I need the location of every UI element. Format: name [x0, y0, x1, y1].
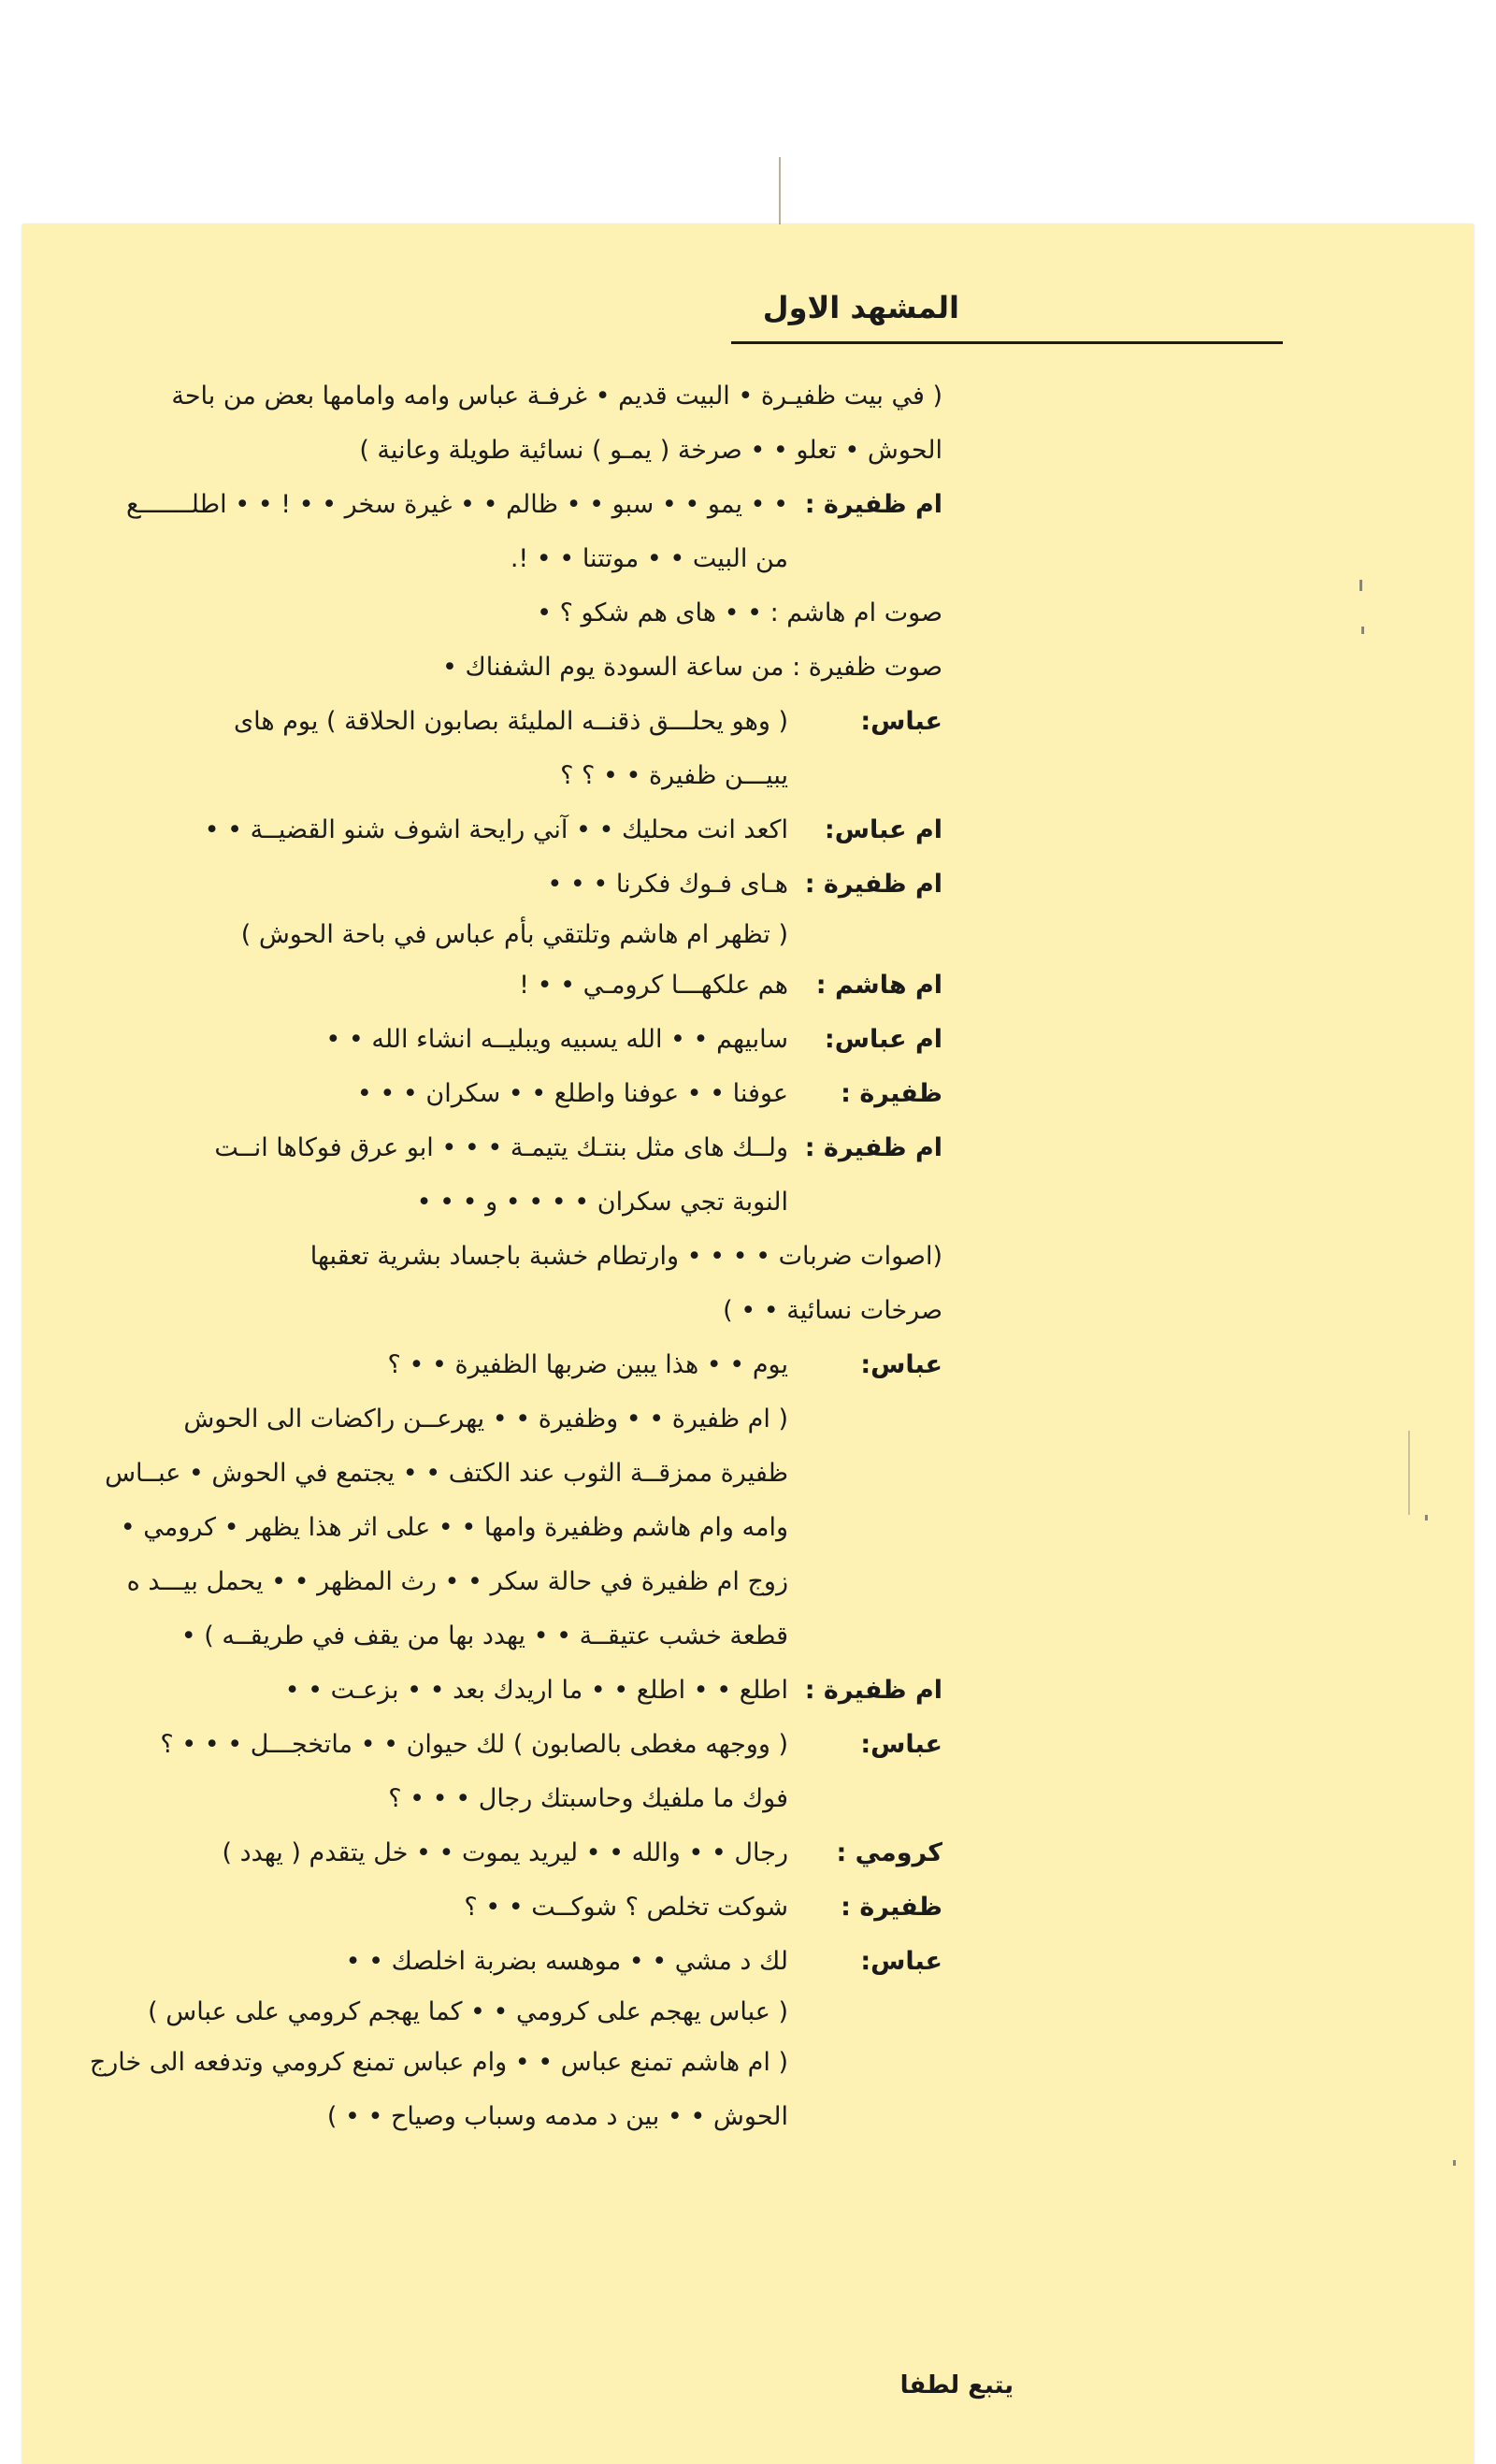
- script-line: [41, 424, 942, 478]
- script-line: [41, 2036, 942, 2090]
- continued-text: ( تظهر ام هاشم وتلتقي بأم عباس في باحة الحوش ): [240, 920, 788, 949]
- script-line: [41, 641, 942, 695]
- dialogue-text: شوكت تخلص ؟ شوكــت • • ؟: [464, 1893, 788, 1922]
- dialogue-text: ولــك هاى مثل بنتـك يتيمـة • • • ابو عرق فوكاها انــت: [214, 1133, 788, 1162]
- dialogue-text: اطلع • • اطلع • • ما اريدك بعد • • بزعـت • •: [284, 1676, 788, 1705]
- continued-text: ( ام هاشم تمنع عباس • • وام عباس تمنع كرومي وتدفعه الى خارج: [89, 2048, 788, 2077]
- script-line: [41, 2090, 942, 2144]
- stage-direction: صوت ام هاشم : • • هاى هم شكو ؟ •: [537, 598, 942, 627]
- paper-crease: [1408, 1431, 1410, 1515]
- continued-text: من البيت • • موتتنا • • !.: [510, 544, 788, 573]
- scene-title: المشهد الاول: [762, 290, 959, 325]
- stage-direction: (اصوات ضربات • • • • وارتطام خشبة باجساد بشرية تعقبها: [309, 1242, 942, 1271]
- dialogue-text: ( ووجهه مغطى بالصابون ) لك حيوان • • ماتخجـــل • • • ؟: [160, 1730, 788, 1759]
- script-line: [41, 369, 942, 424]
- dialogue-text: ( وهو يحلـــق ذقنــه المليئة بصابون الحلاقة ) يوم هاى: [234, 707, 788, 736]
- dialogue-text: عوفنا • • عوفنا واطلع • • سكران • • •: [356, 1079, 788, 1108]
- script-page: [22, 224, 1474, 2464]
- script-line: [41, 1664, 942, 1718]
- speaker-name: ام ظفيرة :: [804, 1676, 942, 1705]
- paper-speck: [1359, 580, 1362, 591]
- speaker-name: ام ظفيرة :: [804, 490, 942, 519]
- continued-text: ظفيرة ممزقــة الثوب عند الكتف • • يجتمع في الحوش • عبــاس: [105, 1459, 788, 1488]
- page-edge-tick: [779, 157, 781, 230]
- script-line: [41, 478, 942, 532]
- continued-text: ( ام ظفيرة • • وظفيرة • • يهرعــن راكضات الى الحوش: [183, 1405, 788, 1434]
- dialogue-text: لك د مشي • • موهسه بضربة اخلصك • •: [345, 1947, 788, 1976]
- continued-text: زوج ام ظفيرة في حالة سكر • • رث المظهر • • يحمل بيـــد ه: [126, 1567, 788, 1596]
- speaker-name: عباس:: [860, 1730, 942, 1759]
- continued-text: وامه وام هاشم وظفيرة وامها • • على اثر هذا يظهر • كرومي •: [120, 1513, 788, 1542]
- speaker-name: عباس:: [860, 1947, 942, 1976]
- stage-direction: الحوش • تعلو • • صرخة ( يمـو ) نسائية طويلة وعانية ): [359, 436, 942, 465]
- script-line: [41, 1121, 942, 1175]
- script-line: [41, 1718, 942, 1772]
- script-line: [41, 1772, 942, 1826]
- continued-text: الحوش • • بين د مدمه وسباب وصياح • • ): [326, 2102, 788, 2131]
- dialogue-text: رجال • • والله • • ليريد يموت • • خل يتقدم ( يهدد ): [222, 1838, 788, 1867]
- script-line: [41, 1609, 942, 1664]
- dialogue-text: هـاى فـوك فكرنا • • •: [547, 870, 788, 899]
- continued-text: قطعة خشب عتيقــة • • يهدد بها من يقف في طريقــه ) •: [180, 1621, 788, 1650]
- script-line: [41, 695, 942, 749]
- title-underline: [731, 341, 1283, 344]
- dialogue-text: هم علكهـــا كرومـي • • !: [519, 971, 788, 1000]
- script-line: [41, 1880, 942, 1935]
- speaker-name: ام عباس:: [824, 815, 942, 844]
- continued-text: يبيـــن ظفيرة • • ؟ ؟: [560, 761, 788, 790]
- speaker-name: عباس:: [860, 1350, 942, 1379]
- continued-text: فوك ما ملفيك وحاسبتك رجال • • • ؟: [388, 1784, 788, 1813]
- script-line: [41, 1447, 942, 1501]
- speaker-name: ام ظفيرة :: [804, 870, 942, 899]
- script-line: [41, 958, 942, 1013]
- dialogue-text: اكعد انت محليك • • آني رايحة اشوف شنو القضيــة • •: [204, 815, 788, 844]
- script-line: [41, 749, 942, 803]
- continued-text: ( عباس يهجم على كرومي • • كما يهجم كرومي على عباس ): [148, 1997, 788, 2026]
- speaker-name: ام ظفيرة :: [804, 1133, 942, 1162]
- script-line: [41, 1013, 942, 1067]
- script-line: [41, 803, 942, 857]
- script-line: [41, 1501, 942, 1555]
- script-line: [41, 1067, 942, 1121]
- script-line: [41, 1230, 942, 1284]
- stage-direction: صرخات نسائية • • ): [723, 1296, 942, 1325]
- script-body: [41, 369, 942, 2144]
- paper-speck: [1361, 627, 1364, 634]
- paper-speck: [1425, 1515, 1428, 1520]
- script-line: [41, 1392, 942, 1447]
- script-line: [41, 532, 942, 586]
- paper-speck: [1453, 2160, 1456, 2166]
- script-line: [41, 1826, 942, 1880]
- script-line: [41, 857, 942, 912]
- speaker-name: ام هاشم :: [815, 971, 942, 1000]
- continued-text: النوبة تجي سكران • • • • و • • •: [416, 1188, 788, 1217]
- script-line: [41, 1555, 942, 1609]
- script-line: [41, 1989, 942, 2036]
- speaker-name: كرومي :: [836, 1838, 942, 1867]
- script-line: [41, 1175, 942, 1230]
- continued-note: يتبع لطفا: [899, 2371, 1014, 2399]
- script-line: [41, 1935, 942, 1989]
- speaker-name: ظفيرة :: [841, 1079, 942, 1108]
- script-line: [41, 586, 942, 641]
- dialogue-text: يوم • • هذا يبين ضربها الظفيرة • • ؟: [387, 1350, 788, 1379]
- stage-direction: ( في بيت ظفيـرة • البيت قديم • غرفـة عباس وامه وامامها بعض من باحة: [171, 382, 942, 411]
- speaker-name: عباس:: [860, 707, 942, 736]
- script-line: [41, 1284, 942, 1338]
- speaker-name: ظفيرة :: [841, 1893, 942, 1922]
- dialogue-text: • • يمو • • سبو • • ظالم • • غيرة سخر • • ! • • اطلـــــــع: [125, 490, 788, 519]
- script-line: [41, 1338, 942, 1392]
- stage-direction: صوت ظفيرة : من ساعة السودة يوم الشفناك •: [442, 653, 942, 682]
- speaker-name: ام عباس:: [824, 1025, 942, 1054]
- dialogue-text: سابيهم • • الله يسبيه ويبليــه انشاء الله • •: [325, 1025, 788, 1054]
- script-line: [41, 912, 942, 958]
